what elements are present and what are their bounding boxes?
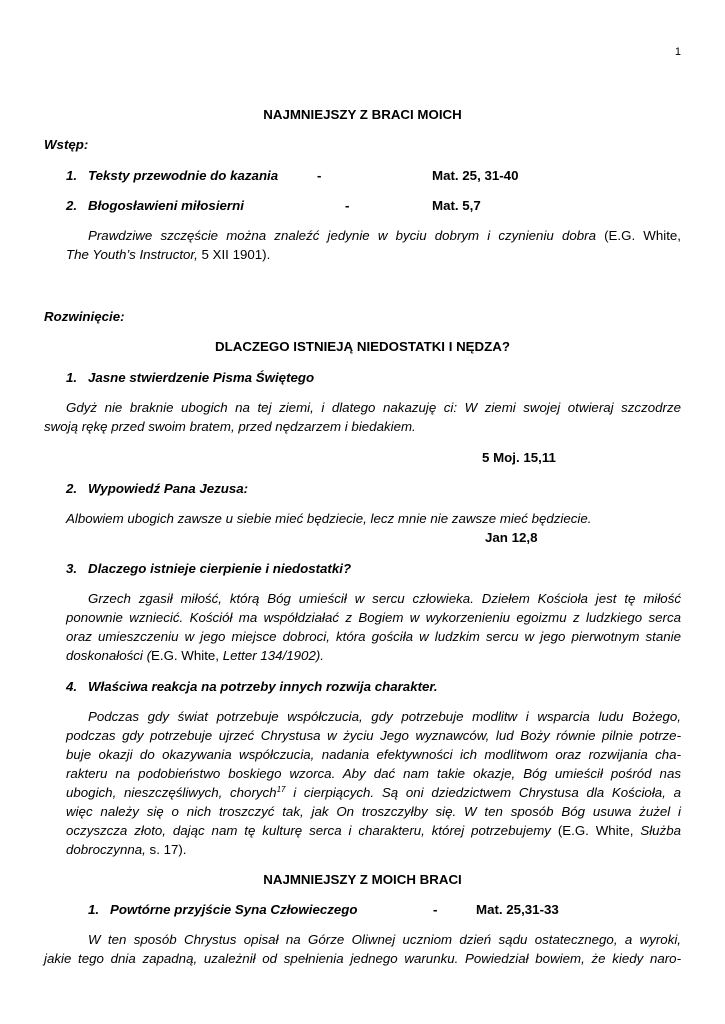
s2-point1-dash: - xyxy=(433,902,438,917)
point2-reference: Jan 12,8 xyxy=(485,530,538,545)
point4-line5-b: i cierpiących. Są oni dziedzictwem Chrystusa dla Kościoła, a xyxy=(285,785,682,800)
intro-item-2 xyxy=(66,196,244,215)
section1-title: DLACZEGO ISTNIEJĄ NIEDOSTATKI I NĘDZA? xyxy=(215,339,510,354)
document-title: NAJMNIEJSZY Z BRACI MOICH xyxy=(263,107,462,122)
point1-quote-line2: swoją rękę przed swoim bratem, przed nędzarzem i biedakiem. xyxy=(44,419,416,434)
point3-number: 3. xyxy=(66,561,78,576)
point2-title: Wypowiedź Pana Jezusa: xyxy=(88,481,249,496)
point3-citation-author: E.G. White, xyxy=(151,648,219,663)
intro-item-2-dash: - xyxy=(345,198,350,213)
intro-quote-text: Prawdziwe szczęście można znaleźć jedynie w byciu dobrym i czynieniu dobra xyxy=(88,228,596,243)
point4-title: Właściwa reakcja na potrzeby innych rozwija charakter. xyxy=(88,679,438,694)
point4-citation-author: (E.G. White, xyxy=(557,823,634,838)
point4-number: 4. xyxy=(66,679,78,694)
point1-quote-line1: Gdyż nie braknie ubogich na tej ziemi, i dlatego nakazuję ci: W ziemi swojej otwieraj szczodrze xyxy=(66,400,681,415)
point3-line4-text: doskonałości ( xyxy=(66,648,151,663)
s2-point1-heading xyxy=(88,900,358,919)
intro-quote-line1 xyxy=(88,226,681,245)
point4-line7-text: oczyszcza złoto, dając nam tę kulturę serca i charakteru, której potrzebujemy xyxy=(66,823,551,838)
body-heading: Rozwinięcie: xyxy=(44,309,125,324)
point2-number: 2. xyxy=(66,481,78,496)
s2-point1-title: Powtórne przyjście Syna Człowieczego xyxy=(110,902,358,917)
point4-line3: buje okazji do okazywania współczucia, nadania efektywności ich modlitwom oraz rozwijania cha- xyxy=(66,747,681,762)
point4-citation-page: s. 17). xyxy=(149,842,187,857)
point1-title: Jasne stwierdzenie Pisma Świętego xyxy=(88,370,315,385)
intro-item-2-number: 2. xyxy=(66,198,78,213)
intro-item-1 xyxy=(66,166,278,185)
point4-line8 xyxy=(66,840,187,859)
point1-reference: 5 Moj. 15,11 xyxy=(482,450,556,465)
footnote-ref-17[interactable]: 17 xyxy=(276,785,286,794)
section2-title: NAJMNIEJSZY Z MOICH BRACI xyxy=(263,872,462,887)
point1-number: 1. xyxy=(66,370,78,385)
point3-line2: ponownie wzniecić. Kościół ma współdziałać z Bogiem w wykorzenieniu egoizmu z ludzkiego serca xyxy=(66,610,681,625)
page-number: 1 xyxy=(674,46,681,58)
s2-point1-line1: W ten sposób Chrystus opisał na Górze Oliwnej uczniom dzień sądu ostatecznego, a wyroki, xyxy=(88,932,681,947)
point4-citation-work: Służba xyxy=(640,823,682,838)
s2-point1-reference: Mat. 25,31-33 xyxy=(476,902,559,917)
point4-heading xyxy=(66,677,438,696)
point3-line1: Grzech zgasił miłość, którą Bóg umieścił w sercu człowieka. Dziełem Kościoła jest tę miłość xyxy=(88,591,681,606)
point1-heading xyxy=(66,368,314,387)
point4-citation-work-cont: dobroczynna, xyxy=(66,842,146,857)
intro-heading: Wstęp: xyxy=(44,137,89,152)
point4-line1: Podczas gdy świat potrzebuje współczucia, gdy potrzebuje modlitw i wsparcia ludu Bożego, xyxy=(88,709,681,724)
point3-heading xyxy=(66,559,351,578)
intro-item-1-dash: - xyxy=(317,168,322,183)
intro-item-2-ref: Mat. 5,7 xyxy=(432,198,481,213)
point3-citation-work: Letter 134/1902). xyxy=(222,648,324,663)
intro-item-2-text: Błogosławieni miłosierni xyxy=(88,198,244,213)
intro-quote-work: The Youth’s Instructor, xyxy=(66,247,198,262)
point4-line5 xyxy=(66,783,681,802)
point3-line4 xyxy=(66,646,324,665)
s2-point1-number: 1. xyxy=(88,902,100,917)
point3-line3: oraz umieszczeniu w jego miejsce dobroci, która gościła w ludzkim sercu w jego pierwotnym stanie xyxy=(66,629,681,644)
point2-quote: Albowiem ubogich zawsze u siebie mieć będziecie, lecz mnie nie zawsze mieć będziecie. xyxy=(66,511,592,526)
point4-line5-a: ubogich, nieszczęśliwych, chorych xyxy=(66,785,277,800)
intro-quote-author: (E.G. White, xyxy=(604,228,681,243)
point4-line2: podczas gdy potrzebuje ujrzeć Chrystusa w życiu Jego wyznawców, lud Boży równie pilnie potrze- xyxy=(66,728,681,743)
point3-title: Dlaczego istnieje cierpienie i niedostatki? xyxy=(88,561,352,576)
point4-line7 xyxy=(66,821,681,840)
point4-line6: więc należy się o nich troszczyć tak, jak On troszczyłby się. W ten sposób Bóg usuwa żużel i xyxy=(66,804,681,819)
point2-heading xyxy=(66,479,248,498)
intro-item-1-number: 1. xyxy=(66,168,78,183)
intro-quote-line2 xyxy=(66,245,270,264)
s2-point1-line2: jakie tego dnia zapadną, uzależnił od spełnienia jednego warunku. Powiedział bowiem, że kiedy naro- xyxy=(44,951,681,966)
intro-item-1-text: Teksty przewodnie do kazania xyxy=(88,168,279,183)
point4-line4: rakteru na podobieństwo boskiego wzorca. Aby dać nam takie okazje, Bóg umieścił pośród nas xyxy=(66,766,681,781)
intro-quote-date: 5 XII 1901). xyxy=(201,247,271,262)
intro-item-1-ref: Mat. 25, 31-40 xyxy=(432,168,519,183)
